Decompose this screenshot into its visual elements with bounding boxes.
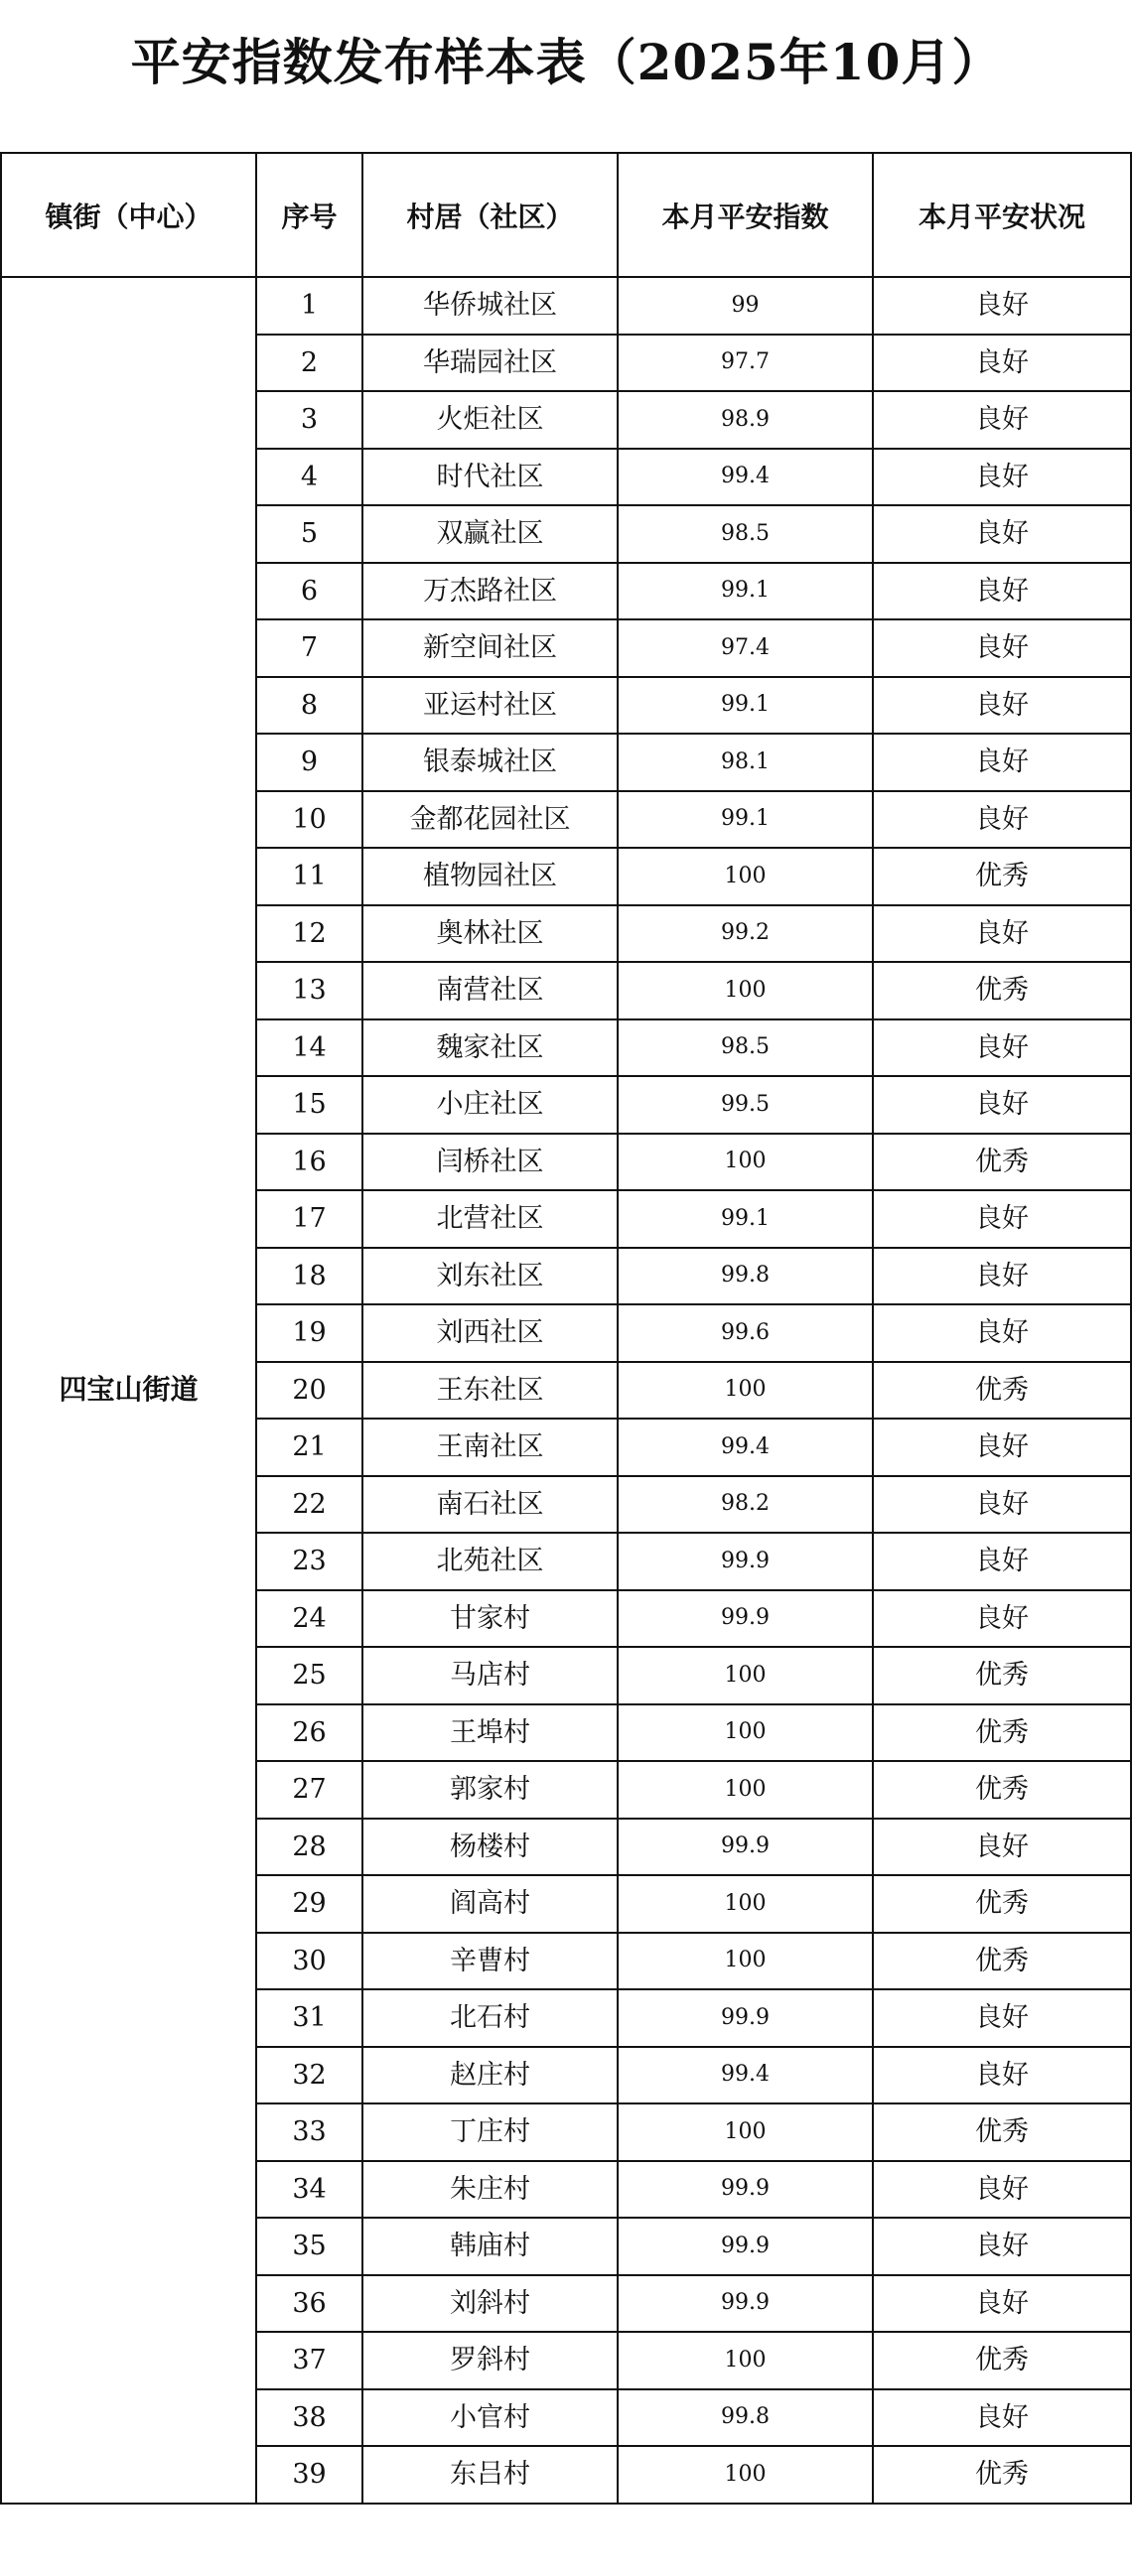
header-safety-status: 本月平安状况 (873, 153, 1131, 277)
community-name-cell: 辛曹村 (362, 1933, 618, 1990)
safety-status-cell: 良好 (873, 677, 1131, 735)
safety-status-cell: 良好 (873, 277, 1131, 335)
safety-status-cell: 良好 (873, 1989, 1131, 2047)
community-name-cell: 亚运村社区 (362, 677, 618, 735)
row-number-cell: 23 (256, 1533, 362, 1590)
safety-index-cell: 99.1 (618, 563, 873, 620)
row-number-cell: 5 (256, 505, 362, 563)
row-number-cell: 17 (256, 1190, 362, 1248)
safety-index-cell: 98.9 (618, 391, 873, 449)
community-name-cell: 闫桥社区 (362, 1134, 618, 1191)
safety-index-cell: 99.9 (618, 1533, 873, 1590)
row-number-cell: 26 (256, 1704, 362, 1762)
safety-index-cell: 100 (618, 1647, 873, 1704)
safety-status-cell: 良好 (873, 2218, 1131, 2275)
community-name-cell: 罗斜村 (362, 2332, 618, 2389)
safety-index-cell: 97.7 (618, 335, 873, 392)
community-name-cell: 时代社区 (362, 449, 618, 506)
safety-status-cell: 良好 (873, 1076, 1131, 1134)
row-number-cell: 6 (256, 563, 362, 620)
safety-status-cell: 良好 (873, 2161, 1131, 2219)
community-name-cell: 万杰路社区 (362, 563, 618, 620)
safety-index-cell: 99.9 (618, 1819, 873, 1876)
safety-index-cell: 100 (618, 2332, 873, 2389)
community-name-cell: 南营社区 (362, 962, 618, 1019)
row-number-cell: 7 (256, 619, 362, 677)
safety-index-cell: 99.1 (618, 791, 873, 849)
safety-index-cell: 100 (618, 962, 873, 1019)
safety-index-cell: 99.8 (618, 1248, 873, 1305)
row-number-cell: 21 (256, 1419, 362, 1476)
row-number-cell: 12 (256, 905, 362, 963)
community-name-cell: 阎高村 (362, 1875, 618, 1933)
safety-index-cell: 97.4 (618, 619, 873, 677)
safety-index-cell: 100 (618, 1761, 873, 1819)
row-number-cell: 31 (256, 1989, 362, 2047)
safety-index-cell: 99 (618, 277, 873, 335)
header-safety-index: 本月平安指数 (618, 153, 873, 277)
safety-status-cell: 优秀 (873, 1761, 1131, 1819)
community-name-cell: 北石村 (362, 1989, 618, 2047)
community-name-cell: 王东社区 (362, 1362, 618, 1420)
row-number-cell: 24 (256, 1590, 362, 1648)
safety-index-cell: 99.9 (618, 2161, 873, 2219)
community-name-cell: 南石社区 (362, 1476, 618, 1534)
row-number-cell: 39 (256, 2446, 362, 2504)
community-name-cell: 新空间社区 (362, 619, 618, 677)
community-name-cell: 小官村 (362, 2389, 618, 2447)
community-name-cell: 魏家社区 (362, 1019, 618, 1077)
safety-index-cell: 100 (618, 2446, 873, 2504)
row-number-cell: 10 (256, 791, 362, 849)
community-name-cell: 双赢社区 (362, 505, 618, 563)
safety-status-cell: 良好 (873, 1019, 1131, 1077)
safety-status-cell: 优秀 (873, 1362, 1131, 1420)
community-name-cell: 东吕村 (362, 2446, 618, 2504)
community-name-cell: 北苑社区 (362, 1533, 618, 1590)
row-number-cell: 15 (256, 1076, 362, 1134)
row-number-cell: 34 (256, 2161, 362, 2219)
community-name-cell: 王南社区 (362, 1419, 618, 1476)
safety-index-cell: 99.9 (618, 1989, 873, 2047)
row-number-cell: 37 (256, 2332, 362, 2389)
community-name-cell: 北营社区 (362, 1190, 618, 1248)
header-row (1, 153, 1131, 277)
safety-status-cell: 优秀 (873, 2103, 1131, 2161)
safety-status-cell: 良好 (873, 2389, 1131, 2447)
row-number-cell: 2 (256, 335, 362, 392)
header-number: 序号 (256, 153, 362, 277)
safety-status-cell: 良好 (873, 1419, 1131, 1476)
row-number-cell: 36 (256, 2275, 362, 2333)
safety-status-cell: 优秀 (873, 848, 1131, 905)
community-name-cell: 王埠村 (362, 1704, 618, 1762)
community-name-cell: 植物园社区 (362, 848, 618, 905)
header-community: 村居（社区） (362, 153, 618, 277)
safety-status-cell: 优秀 (873, 1704, 1131, 1762)
community-name-cell: 郭家村 (362, 1761, 618, 1819)
safety-status-cell: 良好 (873, 619, 1131, 677)
safety-status-cell: 良好 (873, 563, 1131, 620)
safety-status-cell: 良好 (873, 2275, 1131, 2333)
community-name-cell: 杨楼村 (362, 1819, 618, 1876)
safety-index-cell: 99.5 (618, 1076, 873, 1134)
safety-index-cell: 99.4 (618, 1419, 873, 1476)
row-number-cell: 25 (256, 1647, 362, 1704)
community-name-cell: 朱庄村 (362, 2161, 618, 2219)
community-name-cell: 金都花园社区 (362, 791, 618, 849)
safety-index-cell: 100 (618, 1933, 873, 1990)
safety-status-cell: 优秀 (873, 962, 1131, 1019)
safety-status-cell: 良好 (873, 1248, 1131, 1305)
row-number-cell: 13 (256, 962, 362, 1019)
safety-status-cell: 良好 (873, 1819, 1131, 1876)
safety-index-cell: 99.4 (618, 449, 873, 506)
row-number-cell: 11 (256, 848, 362, 905)
community-name-cell: 火炬社区 (362, 391, 618, 449)
row-number-cell: 32 (256, 2047, 362, 2104)
row-number-cell: 27 (256, 1761, 362, 1819)
row-number-cell: 3 (256, 391, 362, 449)
safety-status-cell: 良好 (873, 1533, 1131, 1590)
row-number-cell: 1 (256, 277, 362, 335)
town-cell: 四宝山街道 (1, 277, 256, 2504)
community-name-cell: 刘斜村 (362, 2275, 618, 2333)
page-title: 平安指数发布样本表（2025年10月） (130, 33, 1003, 91)
header-town: 镇街（中心） (1, 153, 256, 277)
safety-status-cell: 良好 (873, 1590, 1131, 1648)
row-number-cell: 8 (256, 677, 362, 735)
safety-status-cell: 优秀 (873, 2332, 1131, 2389)
safety-status-cell: 良好 (873, 905, 1131, 963)
row-number-cell: 19 (256, 1304, 362, 1362)
safety-index-cell: 98.2 (618, 1476, 873, 1534)
row-number-cell: 9 (256, 734, 362, 791)
safety-index-cell: 99.1 (618, 1190, 873, 1248)
safety-index-cell: 99.6 (618, 1304, 873, 1362)
community-name-cell: 小庄社区 (362, 1076, 618, 1134)
safety-index-cell: 100 (618, 1875, 873, 1933)
safety-status-cell: 优秀 (873, 1134, 1131, 1191)
table-row (1, 277, 1131, 335)
safety-index-cell: 98.5 (618, 505, 873, 563)
safety-status-cell: 良好 (873, 449, 1131, 506)
safety-status-cell: 良好 (873, 2047, 1131, 2104)
community-name-cell: 韩庙村 (362, 2218, 618, 2275)
community-name-cell: 华侨城社区 (362, 277, 618, 335)
safety-status-cell: 优秀 (873, 1647, 1131, 1704)
safety-status-cell: 良好 (873, 1476, 1131, 1534)
community-name-cell: 马店村 (362, 1647, 618, 1704)
safety-status-cell: 良好 (873, 335, 1131, 392)
row-number-cell: 30 (256, 1933, 362, 1990)
safety-index-cell: 99.9 (618, 1590, 873, 1648)
table-body (1, 277, 1131, 2504)
row-number-cell: 38 (256, 2389, 362, 2447)
safety-status-cell: 优秀 (873, 1933, 1131, 1990)
community-name-cell: 丁庄村 (362, 2103, 618, 2161)
safety-index-cell: 99.1 (618, 677, 873, 735)
community-name-cell: 华瑞园社区 (362, 335, 618, 392)
community-name-cell: 赵庄村 (362, 2047, 618, 2104)
row-number-cell: 35 (256, 2218, 362, 2275)
safety-index-cell: 99.4 (618, 2047, 873, 2104)
row-number-cell: 20 (256, 1362, 362, 1420)
safety-index-cell: 100 (618, 1704, 873, 1762)
safety-index-cell: 99.9 (618, 2218, 873, 2275)
safety-index-cell: 100 (618, 848, 873, 905)
safety-status-cell: 良好 (873, 1190, 1131, 1248)
community-name-cell: 刘东社区 (362, 1248, 618, 1305)
safety-status-cell: 优秀 (873, 2446, 1131, 2504)
safety-index-cell: 99.2 (618, 905, 873, 963)
community-name-cell: 刘西社区 (362, 1304, 618, 1362)
community-name-cell: 奥林社区 (362, 905, 618, 963)
safety-index-cell: 100 (618, 1362, 873, 1420)
safety-status-cell: 良好 (873, 734, 1131, 791)
safety-status-cell: 良好 (873, 505, 1131, 563)
safety-status-cell: 良好 (873, 791, 1131, 849)
row-number-cell: 18 (256, 1248, 362, 1305)
community-name-cell: 甘家村 (362, 1590, 618, 1648)
row-number-cell: 22 (256, 1476, 362, 1534)
row-number-cell: 28 (256, 1819, 362, 1876)
row-number-cell: 4 (256, 449, 362, 506)
safety-index-cell: 100 (618, 1134, 873, 1191)
safety-index-cell: 100 (618, 2103, 873, 2161)
safety-index-cell: 99.8 (618, 2389, 873, 2447)
safety-status-cell: 良好 (873, 1304, 1131, 1362)
row-number-cell: 14 (256, 1019, 362, 1077)
row-number-cell: 16 (256, 1134, 362, 1191)
row-number-cell: 33 (256, 2103, 362, 2161)
table-header (1, 153, 1131, 277)
safety-index-table (0, 152, 1132, 2505)
row-number-cell: 29 (256, 1875, 362, 1933)
safety-index-cell: 99.9 (618, 2275, 873, 2333)
safety-status-cell: 良好 (873, 391, 1131, 449)
community-name-cell: 银泰城社区 (362, 734, 618, 791)
safety-index-cell: 98.1 (618, 734, 873, 791)
safety-index-cell: 98.5 (618, 1019, 873, 1077)
safety-status-cell: 优秀 (873, 1875, 1131, 1933)
